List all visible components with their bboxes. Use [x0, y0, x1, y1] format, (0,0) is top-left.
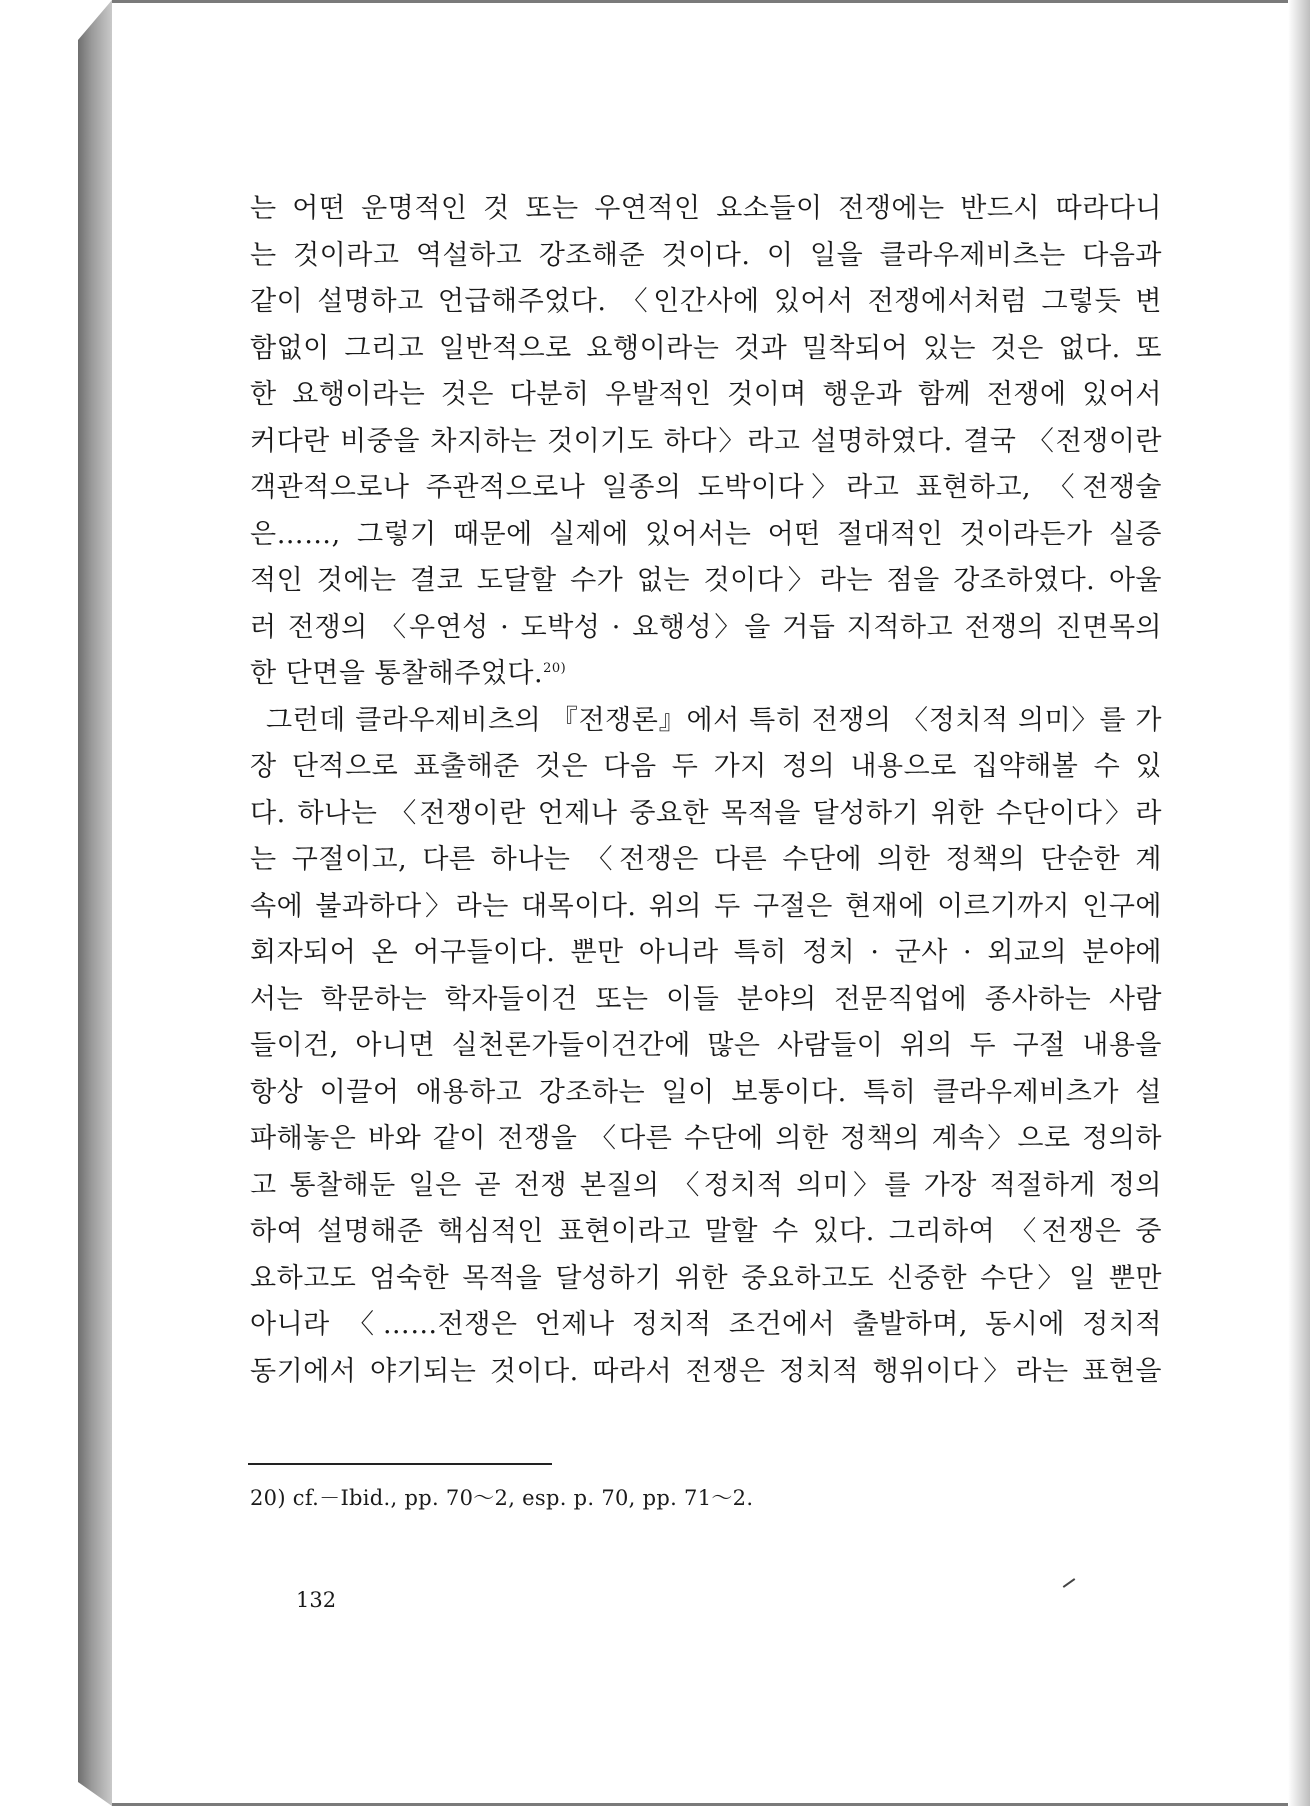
footnote-divider [248, 1463, 552, 1465]
paragraph1-line-10: 러 전쟁의 〈우연성 · 도박성 · 요행성〉을 거듭 지적하고 전쟁의 진면목의 [250, 611, 1162, 643]
paragraph1-line-2: 는 것이라고 역설하고 강조해준 것이다. 이 일을 클라우제비츠는 다음과 [250, 239, 1162, 271]
paragraph2-line-13: 요하고도 엄숙한 목적을 달성하기 위한 중요하고도 신중한 수단〉일 뿐만 [250, 1262, 1162, 1294]
paragraph2-line-5: 속에 불과하다〉라는 대목이다. 위의 두 구절은 현재에 이르기까지 인구에 [250, 890, 1162, 922]
paragraph2-line-6: 회자되어 온 어구들이다. 뿐만 아니라 특히 정치 · 군사 · 외교의 분야에 [250, 937, 1162, 968]
paragraph1-line-4: 함없이 그리고 일반적으로 요행이라는 것과 밀착되어 있는 것은 없다. 또 [250, 332, 1162, 364]
paragraph1-line-6: 커다란 비중을 차지하는 것이기도 하다〉라고 설명하였다. 결국 〈전쟁이란 [250, 425, 1162, 457]
paragraph1-last-text: 한 단면을 통찰해주었다. [250, 658, 544, 689]
footnote-reference: 20) [543, 661, 567, 676]
paragraph1-line-7: 객관적으로나 주관적으로나 일종의 도박이다〉라고 표현하고, 〈전쟁술 [250, 472, 1162, 503]
paragraph2-line-10: 파해놓은 바와 같이 전쟁을 〈다른 수단에 의한 정책의 계속〉으로 정의하 [250, 1123, 1162, 1154]
paragraph2-line-7: 서는 학문하는 학자들이건 또는 이들 분야의 전문직업에 종사하는 사람 [250, 983, 1162, 1015]
paragraph2-line-3: 다. 하나는 〈전쟁이란 언제나 중요한 목적을 달성하기 위한 수단이다〉라 [250, 797, 1162, 829]
paragraph1-line-1: 는 어떤 운명적인 것 또는 우연적인 요소들이 전쟁에는 반드시 따라다니 [250, 193, 1162, 224]
paragraph2-line-14: 아니라 〈……전쟁은 언제나 정치적 조건에서 출발하며, 동시에 정치적 [250, 1309, 1162, 1340]
page-number: 132 [296, 1588, 337, 1612]
paragraph1-line-11 [250, 651, 1162, 698]
page-right-shadow [1288, 0, 1310, 1806]
footnote-20: 20) cf.－Ibid., pp. 70～2, esp. p. 70, pp. 71～2. [250, 1486, 754, 1510]
paragraph2-line-4: 는 구절이고, 다른 하나는 〈전쟁은 다른 수단에 의한 정책의 단순한 계 [250, 844, 1162, 875]
body-text [250, 186, 1162, 1395]
paragraph2-line-12: 하여 설명해준 핵심적인 표현이라고 말할 수 있다. 그리하여 〈전쟁은 중 [250, 1216, 1162, 1247]
book-left-edge [78, 0, 112, 1806]
paragraph2-line-8: 들이건, 아니면 실천론가들이건간에 많은 사람들이 위의 두 구절 내용을 [250, 1030, 1162, 1061]
paragraph2-line-9: 항상 이끌어 애용하고 강조하는 일이 보통이다. 특히 클라우제비츠가 설 [250, 1076, 1162, 1108]
paragraph2-line-2: 장 단적으로 표출해준 것은 다음 두 가지 정의 내용으로 집약해볼 수 있 [250, 751, 1162, 782]
paragraph2-line-11: 고 통찰해둔 일은 곧 전쟁 본질의 〈정치적 의미〉를 가장 적절하게 정의 [250, 1169, 1162, 1201]
paragraph2-line-1: 그런데 클라우제비츠의 『전쟁론』에서 특히 전쟁의 〈정치적 의미〉를 가 [266, 704, 1162, 736]
paragraph1-line-8: 은……, 그렇기 때문에 실제에 있어서는 어떤 절대적인 것이라든가 실증 [250, 518, 1162, 550]
paragraph1-line-3: 같이 설명하고 언급해주었다. 〈인간사에 있어서 전쟁에서처럼 그렇듯 변 [250, 286, 1162, 317]
paragraph2-line-15: 동기에서 야기되는 것이다. 따라서 전쟁은 정치적 행위이다〉라는 표현을 [250, 1355, 1162, 1387]
paragraph1-line-9: 적인 것에는 결코 도달할 수가 없는 것이다〉라는 점을 강조하였다. 아울 [250, 565, 1162, 596]
paragraph1-line-5: 한 요행이라는 것은 다분히 우발적인 것이며 행운과 함께 전쟁에 있어서 [250, 379, 1162, 410]
